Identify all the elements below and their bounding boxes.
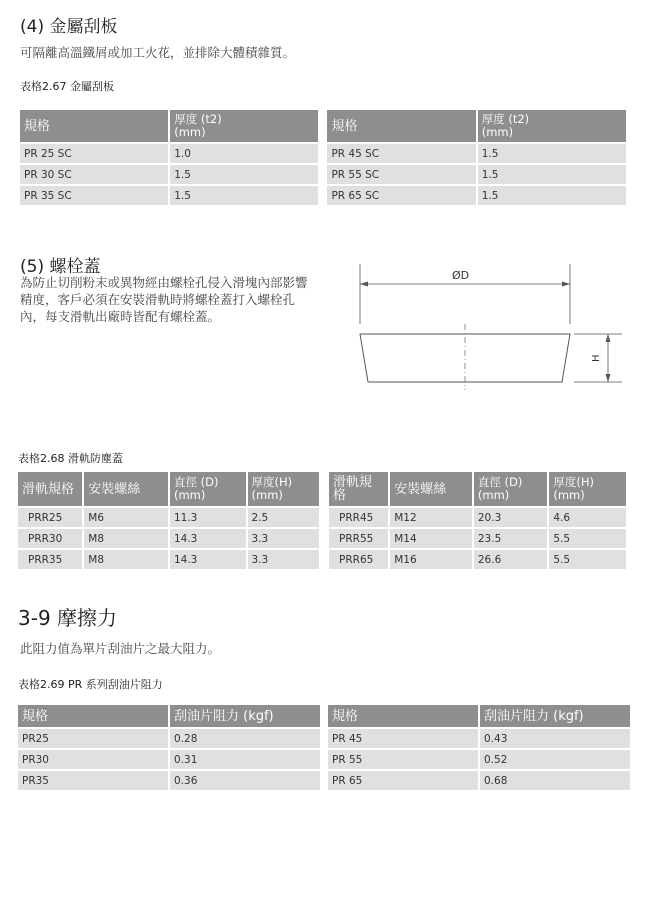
table-cell: PRR65: [329, 550, 388, 569]
friction-table-caption: 表格2.69 PR 系列刮油片阻力: [18, 678, 163, 691]
friction-header: 刮油片阻力 (kgf): [170, 705, 320, 727]
table-cell: 20.3: [474, 508, 547, 527]
scraper-header-spec: 規格: [327, 110, 475, 142]
scraper-header-thickness: 厚度 (t2) (mm): [170, 110, 318, 142]
scraper-title: (4) 金屬刮板: [20, 17, 118, 37]
friction-header: 規格: [328, 705, 478, 727]
scraper-header-thickness: 厚度 (t2) (mm): [478, 110, 626, 142]
table-cell: M16: [390, 550, 472, 569]
table-cell: 0.68: [480, 771, 630, 790]
cap-title: (5) 螺栓蓋: [20, 257, 101, 277]
table-row: [18, 529, 626, 548]
table-cell: 0.28: [170, 729, 320, 748]
scraper-table-caption: 表格2.67 金屬刮板: [20, 80, 114, 93]
scraper-table: [18, 108, 628, 207]
cap-table-caption: 表格2.68 滑軌防塵蓋: [18, 452, 123, 465]
table-cell: 1.5: [478, 165, 626, 184]
table-cell: 1.5: [478, 144, 626, 163]
cap-header: 安裝螺絲: [84, 472, 168, 506]
table-row: [18, 771, 630, 790]
cap-header: 安裝螺絲: [390, 472, 472, 506]
table-cell: PR 45: [328, 729, 478, 748]
table-cell: 1.5: [170, 186, 318, 205]
height-label: H: [591, 354, 602, 362]
table-cell: PR 65 SC: [327, 186, 475, 205]
table-cell: PR35: [18, 771, 168, 790]
table-row: [20, 165, 626, 184]
scraper-description: 可隔離高溫鐵屑或加工火花，並排除大體積雜質。: [20, 45, 296, 60]
table-cell: PRR55: [329, 529, 388, 548]
cap-header: 厚度(H) (mm): [248, 472, 319, 506]
table-cell: 1.5: [170, 165, 318, 184]
table-cell: 5.5: [549, 529, 626, 548]
table-cell: 0.31: [170, 750, 320, 769]
friction-section-title: 3-9 摩擦力: [18, 606, 118, 630]
table-cell: M14: [390, 529, 472, 548]
cap-header: 滑軌規格: [18, 472, 82, 506]
table-cell: 1.0: [170, 144, 318, 163]
table-cell: M8: [84, 529, 168, 548]
table-cell: 3.3: [248, 550, 319, 569]
table-cell: PR 30 SC: [20, 165, 168, 184]
friction-header: 規格: [18, 705, 168, 727]
table-cell: 5.5: [549, 550, 626, 569]
cap-header: 直徑 (D) (mm): [474, 472, 547, 506]
table-cell: PR 35 SC: [20, 186, 168, 205]
table-cell: PR 65: [328, 771, 478, 790]
table-cell: 1.5: [478, 186, 626, 205]
cap-header: 滑軌規格: [329, 472, 388, 506]
table-row: [18, 729, 630, 748]
table-cell: 0.36: [170, 771, 320, 790]
table-cell: 23.5: [474, 529, 547, 548]
table-cell: 3.3: [248, 529, 319, 548]
scraper-header-spec: 規格: [20, 110, 168, 142]
table-cell: PR 55: [328, 750, 478, 769]
table-cell: 14.3: [170, 550, 246, 569]
table-cell: PR 45 SC: [327, 144, 475, 163]
table-row: [20, 186, 626, 205]
table-cell: PRR25: [18, 508, 82, 527]
table-row: [18, 508, 626, 527]
table-cell: PRR35: [18, 550, 82, 569]
table-cell: PRR30: [18, 529, 82, 548]
table-cell: PR 25 SC: [20, 144, 168, 163]
cap-header: 直徑 (D) (mm): [170, 472, 246, 506]
table-cell: 4.6: [549, 508, 626, 527]
friction-table: [16, 703, 632, 792]
table-cell: 0.43: [480, 729, 630, 748]
cap-description: 為防止切削粉末或異物經由螺栓孔侵入滑塊內部影響精度，客戶必須在安裝滑軌時將螺栓蓋打入螺栓孔內，每支滑軌出廠時皆配有螺栓蓋。: [20, 275, 308, 324]
table-cell: M6: [84, 508, 168, 527]
friction-description: 此阻力值為單片刮油片之最大阻力。: [20, 641, 221, 656]
cap-table: [16, 470, 628, 571]
table-row: [20, 144, 626, 163]
table-cell: M12: [390, 508, 472, 527]
cap-header: 厚度(H) (mm): [549, 472, 626, 506]
table-cell: 2.5: [248, 508, 319, 527]
table-cell: PR30: [18, 750, 168, 769]
diameter-label: ØD: [452, 269, 470, 282]
table-cell: PR25: [18, 729, 168, 748]
table-cell: 14.3: [170, 529, 246, 548]
table-row: [18, 550, 626, 569]
table-cell: 0.52: [480, 750, 630, 769]
table-cell: M8: [84, 550, 168, 569]
bolt-cap-diagram: [350, 262, 630, 392]
table-cell: 11.3: [170, 508, 246, 527]
table-row: [18, 750, 630, 769]
friction-header: 刮油片阻力 (kgf): [480, 705, 630, 727]
table-cell: 26.6: [474, 550, 547, 569]
table-cell: PR 55 SC: [327, 165, 475, 184]
table-cell: PRR45: [329, 508, 388, 527]
